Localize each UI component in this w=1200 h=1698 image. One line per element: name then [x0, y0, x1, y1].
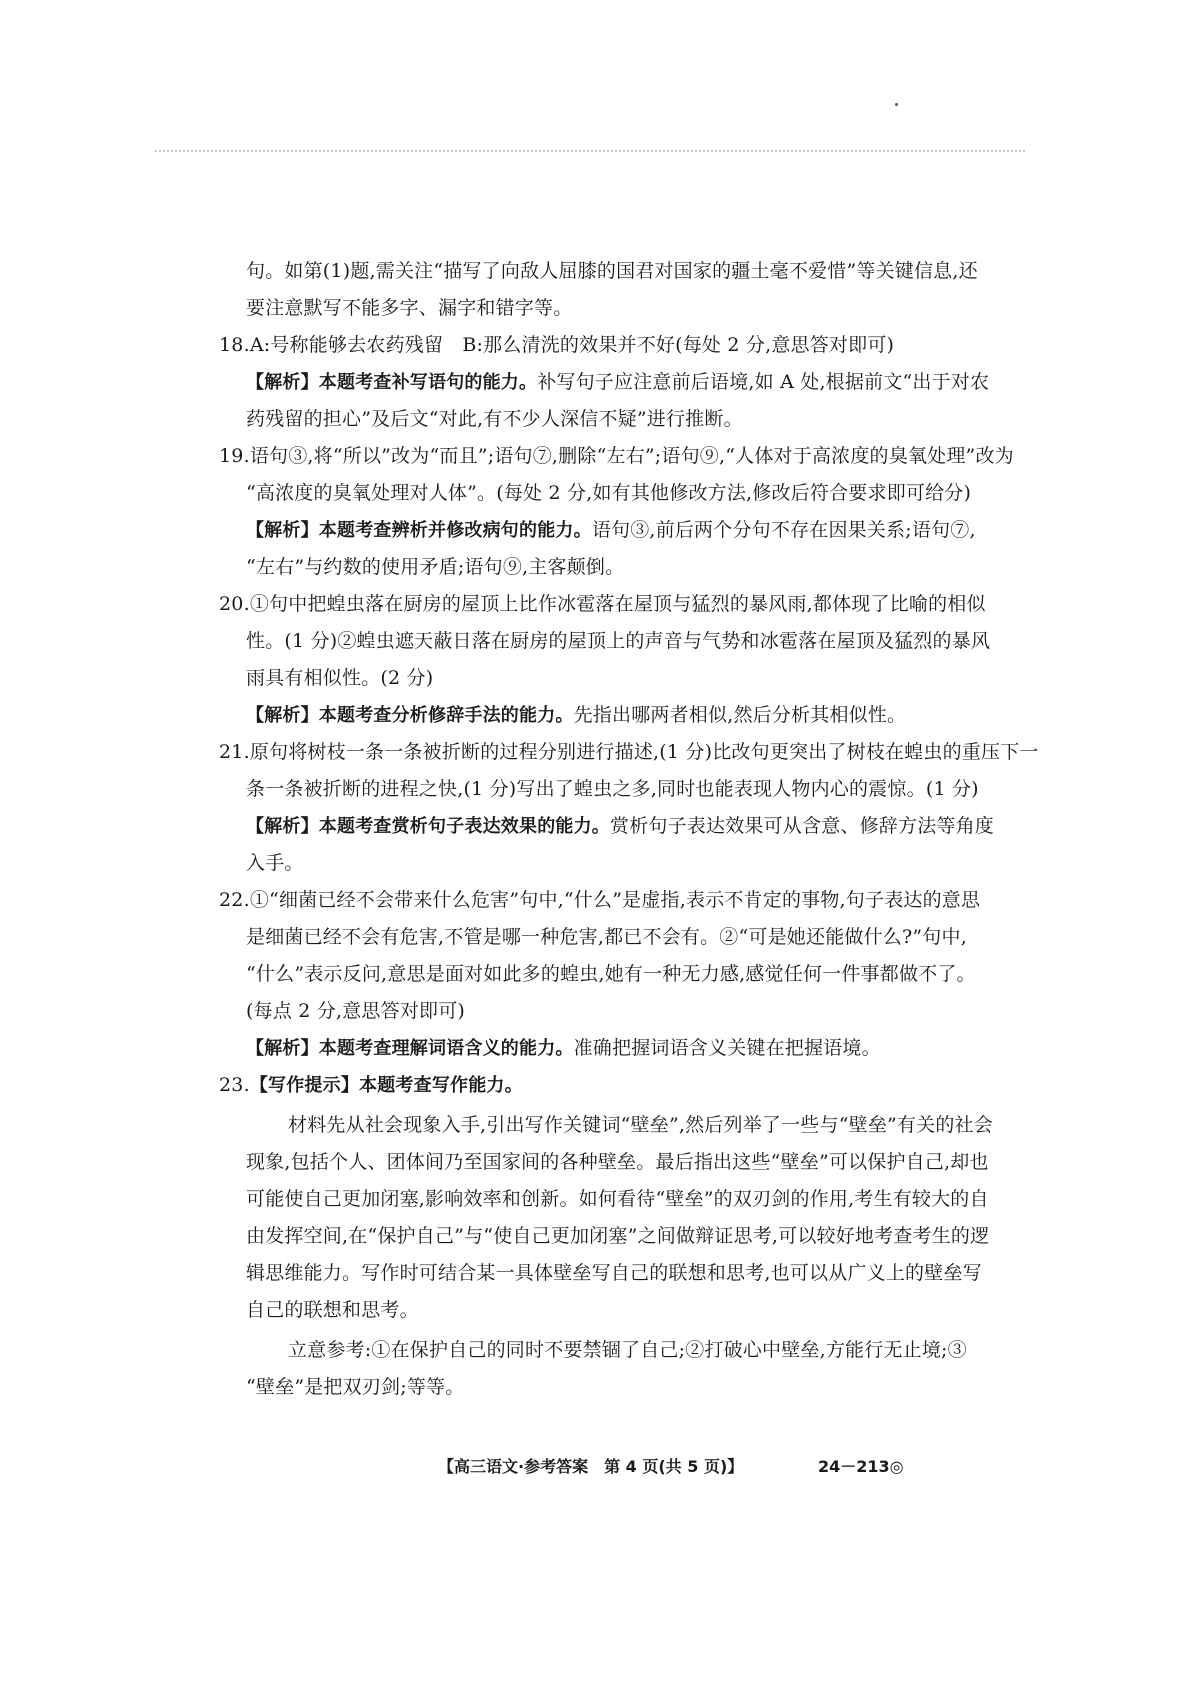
text-line: 性。(1 分)②蝗虫遮天蔽日落在厨房的屋顶上的声音与气势和冰雹落在屋顶及猛烈的暴风	[246, 630, 991, 652]
text-line: 自己的联想和思考。	[246, 1299, 419, 1321]
question-number: 20.	[219, 593, 250, 615]
analysis-text: 赏析句子表达效果可从含意、修辞方法等角度	[610, 815, 995, 837]
scan-speck	[895, 103, 898, 106]
question-number: 21.	[219, 741, 250, 763]
text-line: “高浓度的臭氧处理对人体”。(每处 2 分,如有其他修改方法,修改后符合要求即可给分)	[246, 482, 972, 504]
text-line: 句。如第(1)题,需关注“描写了向敌人屈膝的国君对国家的疆土毫不爱惜”等关键信息,还	[246, 260, 978, 282]
text-line: 药残留的担心”及后文“对此,有不少人深信不疑”进行推断。	[246, 408, 743, 430]
analysis-label: 【解析】本题考查辨析并修改病句的能力。	[246, 520, 592, 541]
question-number: 18.	[219, 334, 250, 356]
analysis-text: 准确把握词语含义关键在把握语境。	[573, 1037, 881, 1059]
analysis-text: 补写句子应注意前后语境,如 A 处,根据前文“出于对农	[537, 371, 990, 393]
question-18	[219, 327, 946, 364]
text-line: 现象,包括个人、团体间乃至国家间的各种壁垒。最后指出这些“壁垒”可以保护自己,却也	[246, 1151, 989, 1173]
footer-title: 【高三语文·参考答案 第 4 页(共 5 页)】	[438, 1457, 744, 1476]
text-line: 是细菌已经不会有危害,不管是哪一种危害,都已不会有。②“可是她还能做什么?”句中,	[246, 926, 967, 948]
analysis-line	[246, 364, 990, 401]
answer-text: ①“细菌已经不会带来什么危害”句中,“什么”是虚指,表示不肯定的事物,句子表达的意思	[249, 889, 981, 911]
analysis-label: 【解析】本题考查赏析句子表达效果的能力。	[246, 816, 610, 837]
analysis-line	[246, 1030, 946, 1067]
question-number: 22.	[219, 889, 250, 911]
answer-text: 语句③,将“所以”改为“而且”;语句⑦,删除“左右”;语句⑨,“人体对于高浓度的臭氧处理”改为	[249, 445, 1014, 467]
text-line: “什么”表示反问,意思是面对如此多的蝗虫,她有一种无力感,感觉任何一件事都做不了。	[246, 963, 976, 985]
analysis-text: 先指出哪两者相似,然后分析其相似性。	[573, 704, 907, 726]
text-line: 入手。	[246, 852, 304, 874]
text-line: 要注意默写不能多字、漏字和错字等。	[246, 297, 573, 319]
writing-tip-heading: 【写作提示】本题考查写作能力。	[249, 1075, 523, 1096]
analysis-label: 【解析】本题考查分析修辞手法的能力。	[246, 705, 574, 726]
question-23	[219, 1067, 946, 1104]
answer-content	[219, 253, 1039, 1406]
text-line: 由发挥空间,在“保护自己”与“使自己更加闭塞”之间做辩证思考,可以较好地考查考生的逻	[246, 1225, 990, 1247]
question-19	[219, 438, 1014, 475]
text-line: 立意参考:①在保护自己的同时不要禁锢了自己;②打破心中壁垒,方能行无止境;③	[288, 1339, 967, 1361]
text-line: “左右”与约数的使用矛盾;语句⑨,主客颠倒。	[246, 556, 625, 578]
question-number: 19.	[219, 445, 250, 467]
analysis-label: 【解析】本题考查理解词语含义的能力。	[246, 1038, 574, 1059]
text-line: 材料先从社会现象入手,引出写作关键词“壁垒”,然后列举了一些与“壁垒”有关的社会	[288, 1114, 993, 1136]
analysis-line	[246, 512, 976, 549]
analysis-line	[246, 697, 946, 734]
answer-text: 原句将树枝一条一条被折断的过程分别进行描述,(1 分)比改句更突出了树枝在蝗虫的重压下一	[249, 741, 1039, 763]
question-22	[219, 882, 981, 919]
text-line: 雨具有相似性。(2 分)	[246, 667, 434, 689]
footer-code: 24－213◎	[818, 1457, 904, 1476]
top-dotted-rule	[155, 150, 1025, 152]
answer-text: ①句中把蝗虫落在厨房的屋顶上比作冰雹落在屋顶与猛烈的暴风雨,都体现了比喻的相似	[249, 593, 986, 615]
text-line: 可能使自己更加闭塞,影响效率和创新。如何看待“壁垒”的双刃剑的作用,考生有较大的自	[246, 1188, 989, 1210]
text-line: 辑思维能力。写作时可结合某一具体壁垒写自己的联想和思考,也可以从广义上的壁垒写	[246, 1262, 982, 1284]
question-21	[219, 734, 1039, 771]
text-line: 条一条被折断的进程之快,(1 分)写出了蝗虫之多,同时也能表现人物内心的震惊。(1 分)	[246, 778, 979, 800]
answer-text: A:号称能够去农药残留 B:那么清洗的效果并不好(每处 2 分,意思答对即可)	[249, 334, 895, 356]
text-line: (每点 2 分,意思答对即可)	[246, 1000, 466, 1022]
question-20	[219, 586, 986, 623]
analysis-label: 【解析】本题考查补写语句的能力。	[246, 372, 538, 393]
text-line: “壁垒”是把双刃剑;等等。	[246, 1376, 465, 1398]
analysis-line	[246, 808, 995, 845]
page-footer	[0, 1454, 1200, 1480]
question-number: 23.	[219, 1074, 250, 1096]
analysis-text: 语句③,前后两个分句不存在因果关系;语句⑦,	[591, 519, 976, 541]
